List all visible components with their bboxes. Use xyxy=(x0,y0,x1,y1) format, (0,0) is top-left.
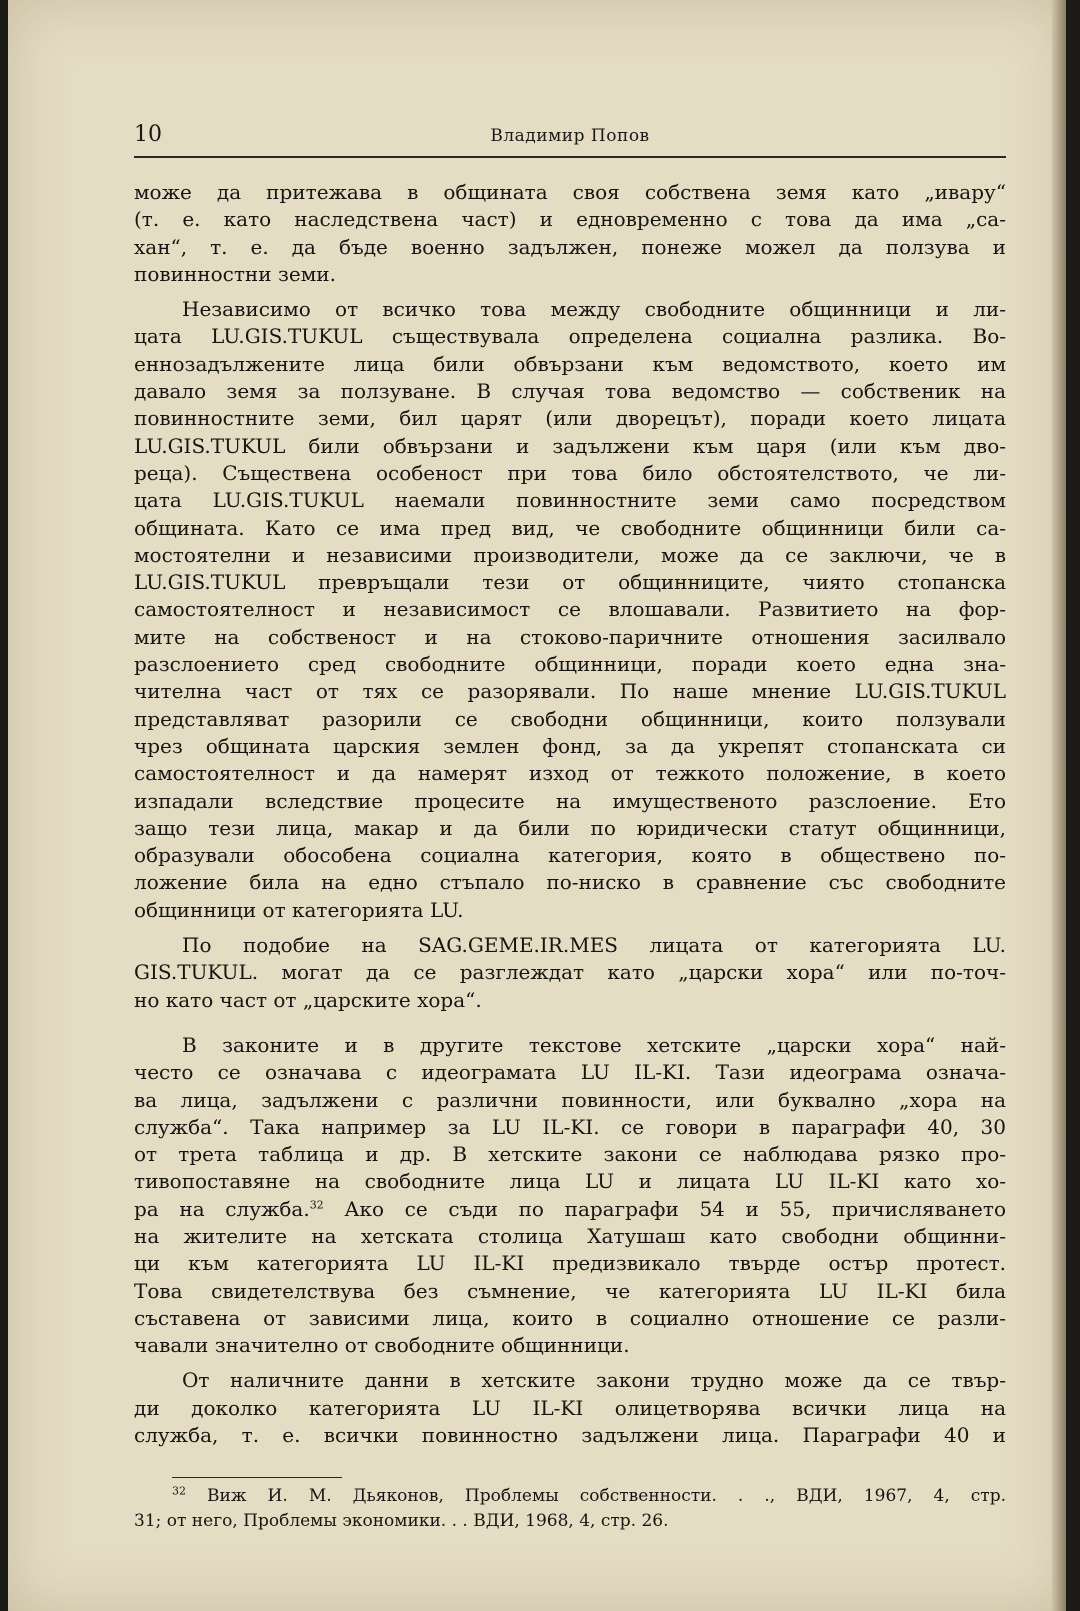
text-line: цата LU.GIS.TUKUL съществувала определена социална разлика. Во- xyxy=(134,324,1006,349)
text-fragment: Ако се съди по параграфи 54 и 55, причисляването xyxy=(323,1196,1006,1221)
text-line: образували обособена социална категория, която в обществено по- xyxy=(134,843,1006,868)
footnote-line: 31; от него, Проблемы экономики. . . ВДИ, 1968, 4, стр. 26. xyxy=(134,1511,669,1531)
page-number: 10 xyxy=(134,122,162,147)
text-line: LU.GIS.TUKUL превръщали тези от общинниците, чиято стопанска xyxy=(134,570,1006,595)
text-line: LU.GIS.TUKUL били обвързани и задължени към царя (или към дво- xyxy=(134,433,1006,458)
text-line: повинностните земи, бил царят (или дворецът), поради което лицата xyxy=(134,406,1006,431)
text-line: съставена от зависими лица, които в социално отношение се разли- xyxy=(134,1305,1006,1330)
text-line: Независимо от всичко това между свободните общинници и ли- xyxy=(182,297,1006,322)
text-line: често се означава с идеограмата LU IL-KI. Тази идеограма означа- xyxy=(134,1060,1006,1085)
body-text xyxy=(134,179,1006,1457)
paragraph-3 xyxy=(134,932,1006,1014)
text-line: От наличните данни в хетските закони трудно може да се твър- xyxy=(182,1368,1006,1393)
text-line: (т. е. като наследствена част) и едновременно с това да има „са- xyxy=(134,207,1006,232)
text-line-with-footnote xyxy=(134,1196,1006,1223)
text-line: самостоятелност и независимост се влошавали. Развитието на фор- xyxy=(134,597,1006,622)
text-line: Това свидетелствува без съмнение, че категорията LU IL-KI била xyxy=(134,1278,1006,1303)
text-line: ва лица, задължени с различни повинности, или буквално „хора на xyxy=(134,1087,1006,1112)
text-line: чителна част от тях се разорявали. По наше мнение LU.GIS.TUKUL xyxy=(134,679,1006,704)
text-line: GIS.TUKUL. могат да се разглеждат като „царски хора“ или по-точ- xyxy=(134,960,1006,985)
header-rule xyxy=(134,156,1006,158)
text-line: чавали значително от свободните общинници. xyxy=(134,1333,630,1358)
text-line: мите на собственост и на стоково-паричните отношения засилвало xyxy=(134,624,1006,649)
paragraph-2 xyxy=(134,296,1006,924)
text-line: повинностни земи. xyxy=(134,261,336,286)
text-line: изпадали вследствие процесите на имущественото разслоение. Ето xyxy=(134,788,1006,813)
text-line: мостоятелни и независими производители, може да се заключи, че в xyxy=(134,542,1006,567)
text-fragment: ра на служба. xyxy=(134,1196,310,1221)
text-line: на жителите на хетската столица Хатушаш като свободни общинни- xyxy=(134,1223,1006,1248)
paragraph-4 xyxy=(134,1032,1006,1360)
footnote-text: Виж И. М. Дьяконов, Проблемы собственности. . ., ВДИ, 1967, 4, стр. xyxy=(186,1486,1006,1506)
running-head: Владимир Попов xyxy=(490,126,650,146)
text-line: служба“. Така например за LU IL-KI. се говори в параграфи 40, 30 xyxy=(134,1114,1006,1139)
text-line: разслоението сред свободните общинници, поради което една зна- xyxy=(134,652,1006,677)
text-line: защо тези лица, макар и да били по юридически статут общинници, xyxy=(134,815,1006,840)
text-line: общинници от категорията LU. xyxy=(134,897,464,922)
text-line: чрез общината царския землен фонд, за да укрепят стопанската си xyxy=(134,733,1006,758)
paragraph-1 xyxy=(134,179,1006,288)
text-line: служба, т. е. всички повинностно задължени лица. Параграфи 40 и xyxy=(134,1423,1006,1448)
page-edge xyxy=(1052,0,1066,1611)
text-line: самостоятелност и да намерят изход от тежкото положение, в което xyxy=(134,761,1006,786)
text-line: еннозадължените лица били обвързани към ведомството, което им xyxy=(134,351,1006,376)
text-line: но като част от „царските хора“. xyxy=(134,987,482,1012)
text-line: ци към категорията LU IL-KI предизвикало твърде остър протест. xyxy=(134,1251,1006,1276)
text-line: давало земя за ползуване. В случая това ведомство — собственик на xyxy=(134,379,1006,404)
text-line: от трета таблица и др. В хетските закони се наблюдава рязко про- xyxy=(134,1142,1006,1167)
text-line: тивопоставяне на свободните лица LU и лицата LU IL-KI като хо- xyxy=(134,1169,1006,1194)
footnote-ref[interactable]: 32 xyxy=(309,1198,324,1212)
text-line: представляват разорили се свободни общинници, които ползували xyxy=(134,706,1006,731)
footnote xyxy=(134,1484,1006,1534)
footnote-number: 32 xyxy=(172,1484,186,1498)
footnote-rule xyxy=(172,1477,342,1478)
paragraph-5 xyxy=(134,1367,1006,1449)
text-line: ди доколко категорията LU IL-KI олицетворява всички лица на xyxy=(134,1395,1006,1420)
text-line: общината. Като се има пред вид, че свободните общинници били са- xyxy=(134,515,1006,540)
footnote-line xyxy=(134,1484,1006,1509)
text-line: По подобие на SAG.GEME.IR.MES лицата от категорията LU. xyxy=(182,933,1006,958)
text-line: ложение била на едно стъпало по-ниско в сравнение със свободните xyxy=(134,870,1006,895)
text-line: реца). Съществена особеност при това било обстоятелството, че ли- xyxy=(134,460,1006,485)
text-line: хан“, т. е. да бъде военно задължен, понеже можел да ползува и xyxy=(134,234,1006,259)
page-header xyxy=(134,122,1006,156)
text-line: може да притежава в общината своя собствена земя като „ивару“ xyxy=(134,180,1006,204)
text-line: В законите и в другите текстове хетските „царски хора“ най- xyxy=(182,1032,1006,1057)
text-line: цата LU.GIS.TUKUL наемали повинностните земи само посредством xyxy=(134,488,1006,513)
